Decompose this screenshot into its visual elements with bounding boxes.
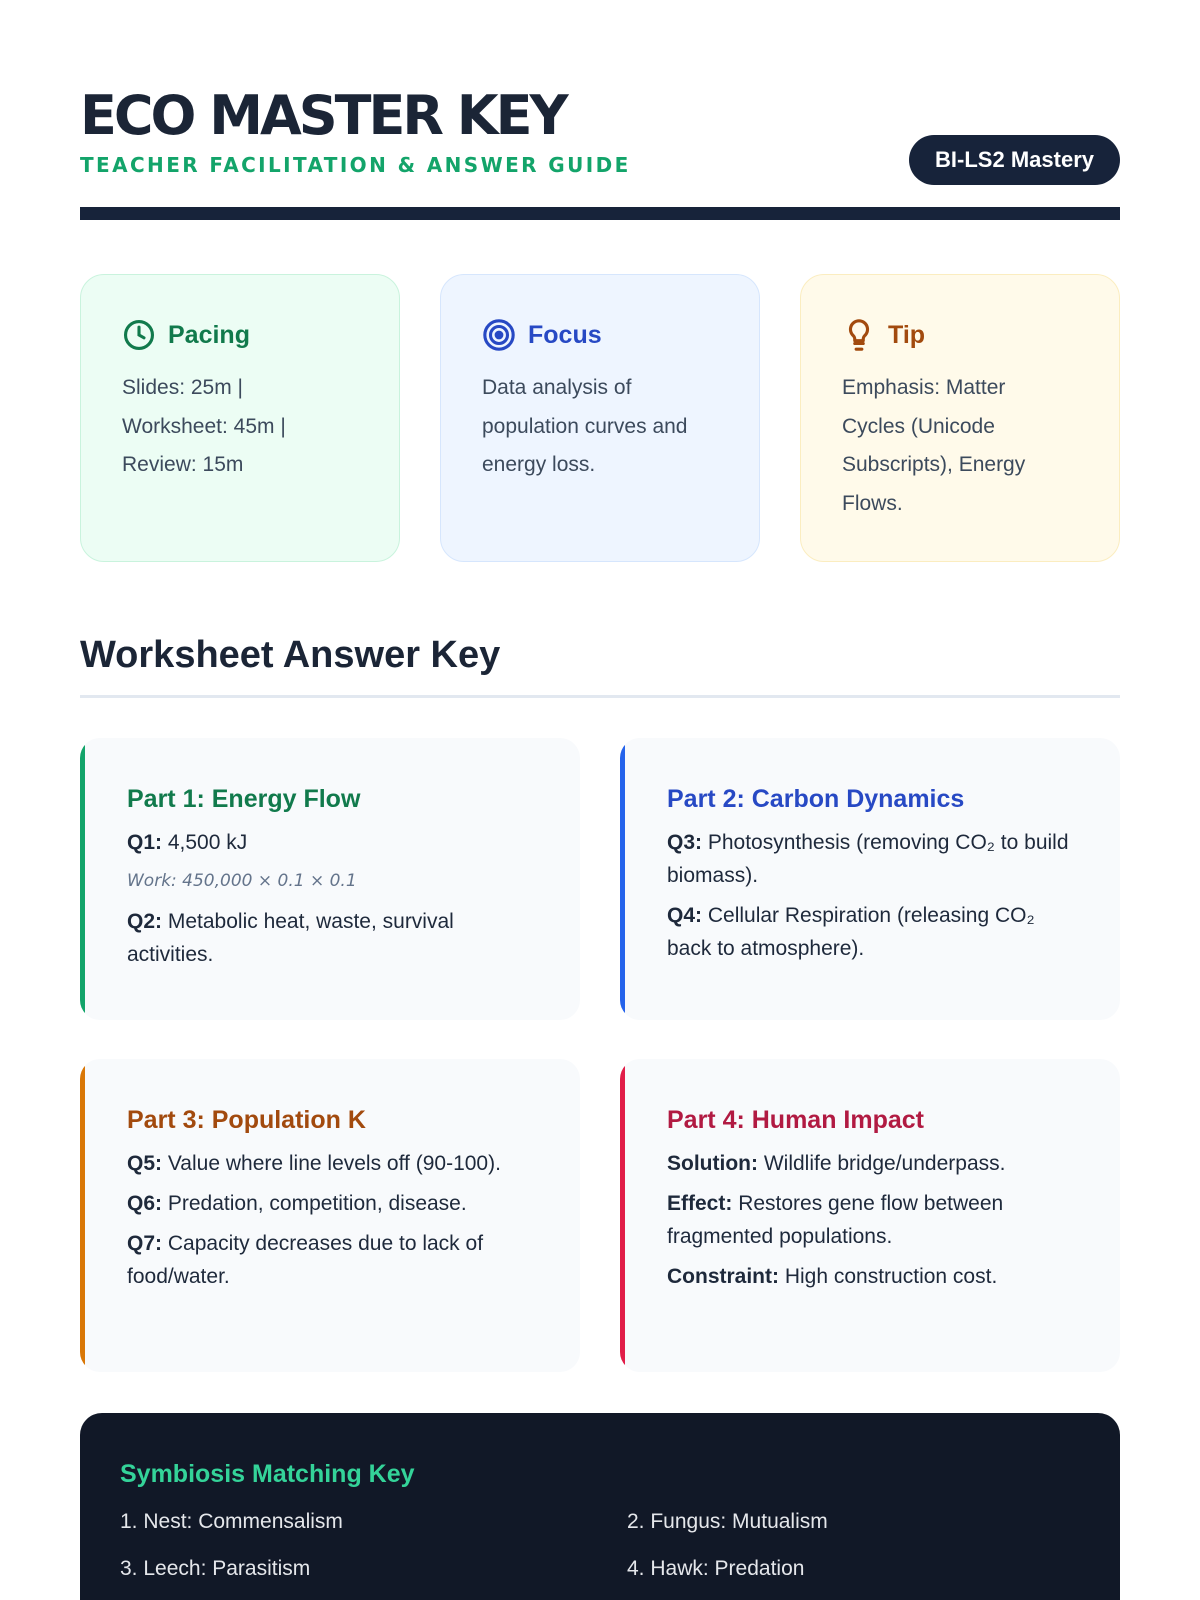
- part-title: Part 3: Population K: [127, 1106, 366, 1134]
- answer-label: Q6:: [127, 1192, 163, 1215]
- answer-item: [667, 1147, 1080, 1180]
- tip-line: Emphasis: Matter: [842, 376, 1006, 399]
- answer-label: Q1:: [127, 831, 163, 854]
- answer-label: Q4:: [667, 904, 703, 927]
- standard-badge: BI-LS2 Mastery: [909, 135, 1120, 185]
- tip-card: [800, 274, 1120, 562]
- part-title: Part 2: Carbon Dynamics: [667, 785, 965, 813]
- answer-label: Effect:: [667, 1192, 733, 1215]
- answer-label: Q7:: [127, 1232, 163, 1255]
- answer-item: [127, 1227, 540, 1293]
- header-divider: [80, 207, 1120, 220]
- answer-label: Q5:: [127, 1152, 163, 1175]
- part-1-card: [80, 738, 580, 1020]
- answer-text: 4,500 kJ: [167, 831, 248, 854]
- part-accent-bar: [80, 738, 85, 1020]
- work-note: Work: 450,000 × 0.1 × 0.1: [127, 871, 357, 891]
- page-title: ECO MASTER KEY: [80, 84, 566, 147]
- focus-line: energy loss.: [482, 453, 596, 476]
- part-2-card: [620, 738, 1120, 1020]
- symbiosis-item: 2. Fungus: Mutualism: [627, 1510, 828, 1533]
- symbiosis-key-panel: [80, 1413, 1120, 1600]
- focus-title: Focus: [528, 320, 602, 349]
- part-4-card: [620, 1059, 1120, 1372]
- answer-text: Cellular Respiration (releasing CO₂ back to atmosphere).: [667, 904, 1035, 960]
- pacing-line: Review: 15m: [122, 453, 244, 476]
- target-icon: [482, 318, 516, 352]
- answer-text: Capacity decreases due to lack of food/water.: [127, 1232, 484, 1288]
- tip-line: Subscripts), Energy: [842, 453, 1026, 476]
- lightbulb-icon: [842, 318, 876, 352]
- focus-line: Data analysis of: [482, 376, 632, 399]
- answer-text: Photosynthesis (removing CO₂ to build biomass).: [667, 831, 1069, 887]
- clock-icon: [122, 318, 156, 352]
- symbiosis-item: 1. Nest: Commensalism: [120, 1510, 343, 1533]
- part-accent-bar: [620, 1059, 625, 1372]
- section-title: Worksheet Answer Key: [80, 634, 501, 676]
- answer-text: Value where line levels off (90-100).: [167, 1152, 501, 1175]
- symbiosis-title: Symbiosis Matching Key: [120, 1460, 415, 1488]
- part-accent-bar: [620, 738, 625, 1020]
- tip-title: Tip: [888, 320, 926, 349]
- pacing-line: Slides: 25m |: [122, 376, 244, 399]
- answer-item: [667, 826, 1080, 892]
- pacing-card: [80, 274, 400, 562]
- answer-label: Solution:: [667, 1152, 758, 1175]
- answer-text: Metabolic heat, waste, survival activities.: [127, 910, 454, 966]
- part-title: Part 1: Energy Flow: [127, 785, 361, 813]
- part-3-card: [80, 1059, 580, 1372]
- answer-item: [667, 1187, 1080, 1253]
- symbiosis-item: 4. Hawk: Predation: [627, 1557, 805, 1580]
- focus-card: [440, 274, 760, 562]
- answer-item: [127, 905, 540, 971]
- tip-line: Cycles (Unicode: [842, 414, 995, 438]
- answer-text: Restores gene flow between fragmented populations.: [667, 1192, 1004, 1248]
- focus-line: population curves and: [482, 414, 688, 438]
- answer-label: Q3:: [667, 831, 703, 854]
- symbiosis-item: 3. Leech: Parasitism: [120, 1557, 311, 1580]
- part-accent-bar: [80, 1059, 85, 1372]
- pacing-line: Worksheet: 45m |: [122, 414, 286, 438]
- answer-item: [127, 1147, 540, 1180]
- page-subtitle: TEACHER FACILITATION & ANSWER GUIDE: [80, 153, 631, 177]
- part-title: Part 4: Human Impact: [667, 1106, 925, 1134]
- answer-text: Wildlife bridge/underpass.: [763, 1152, 1006, 1175]
- page-header: [80, 84, 1120, 184]
- section-divider: [80, 695, 1120, 698]
- answer-text: High construction cost.: [784, 1265, 998, 1288]
- answer-text: Predation, competition, disease.: [167, 1192, 467, 1215]
- answer-item: [127, 826, 540, 859]
- tip-line: Flows.: [842, 491, 903, 515]
- answer-item: [667, 899, 1080, 965]
- answer-item: [667, 1260, 1080, 1293]
- answer-label: Q2:: [127, 910, 163, 933]
- answer-item: [127, 1187, 540, 1220]
- answer-label: Constraint:: [667, 1265, 779, 1288]
- pacing-title: Pacing: [168, 320, 250, 349]
